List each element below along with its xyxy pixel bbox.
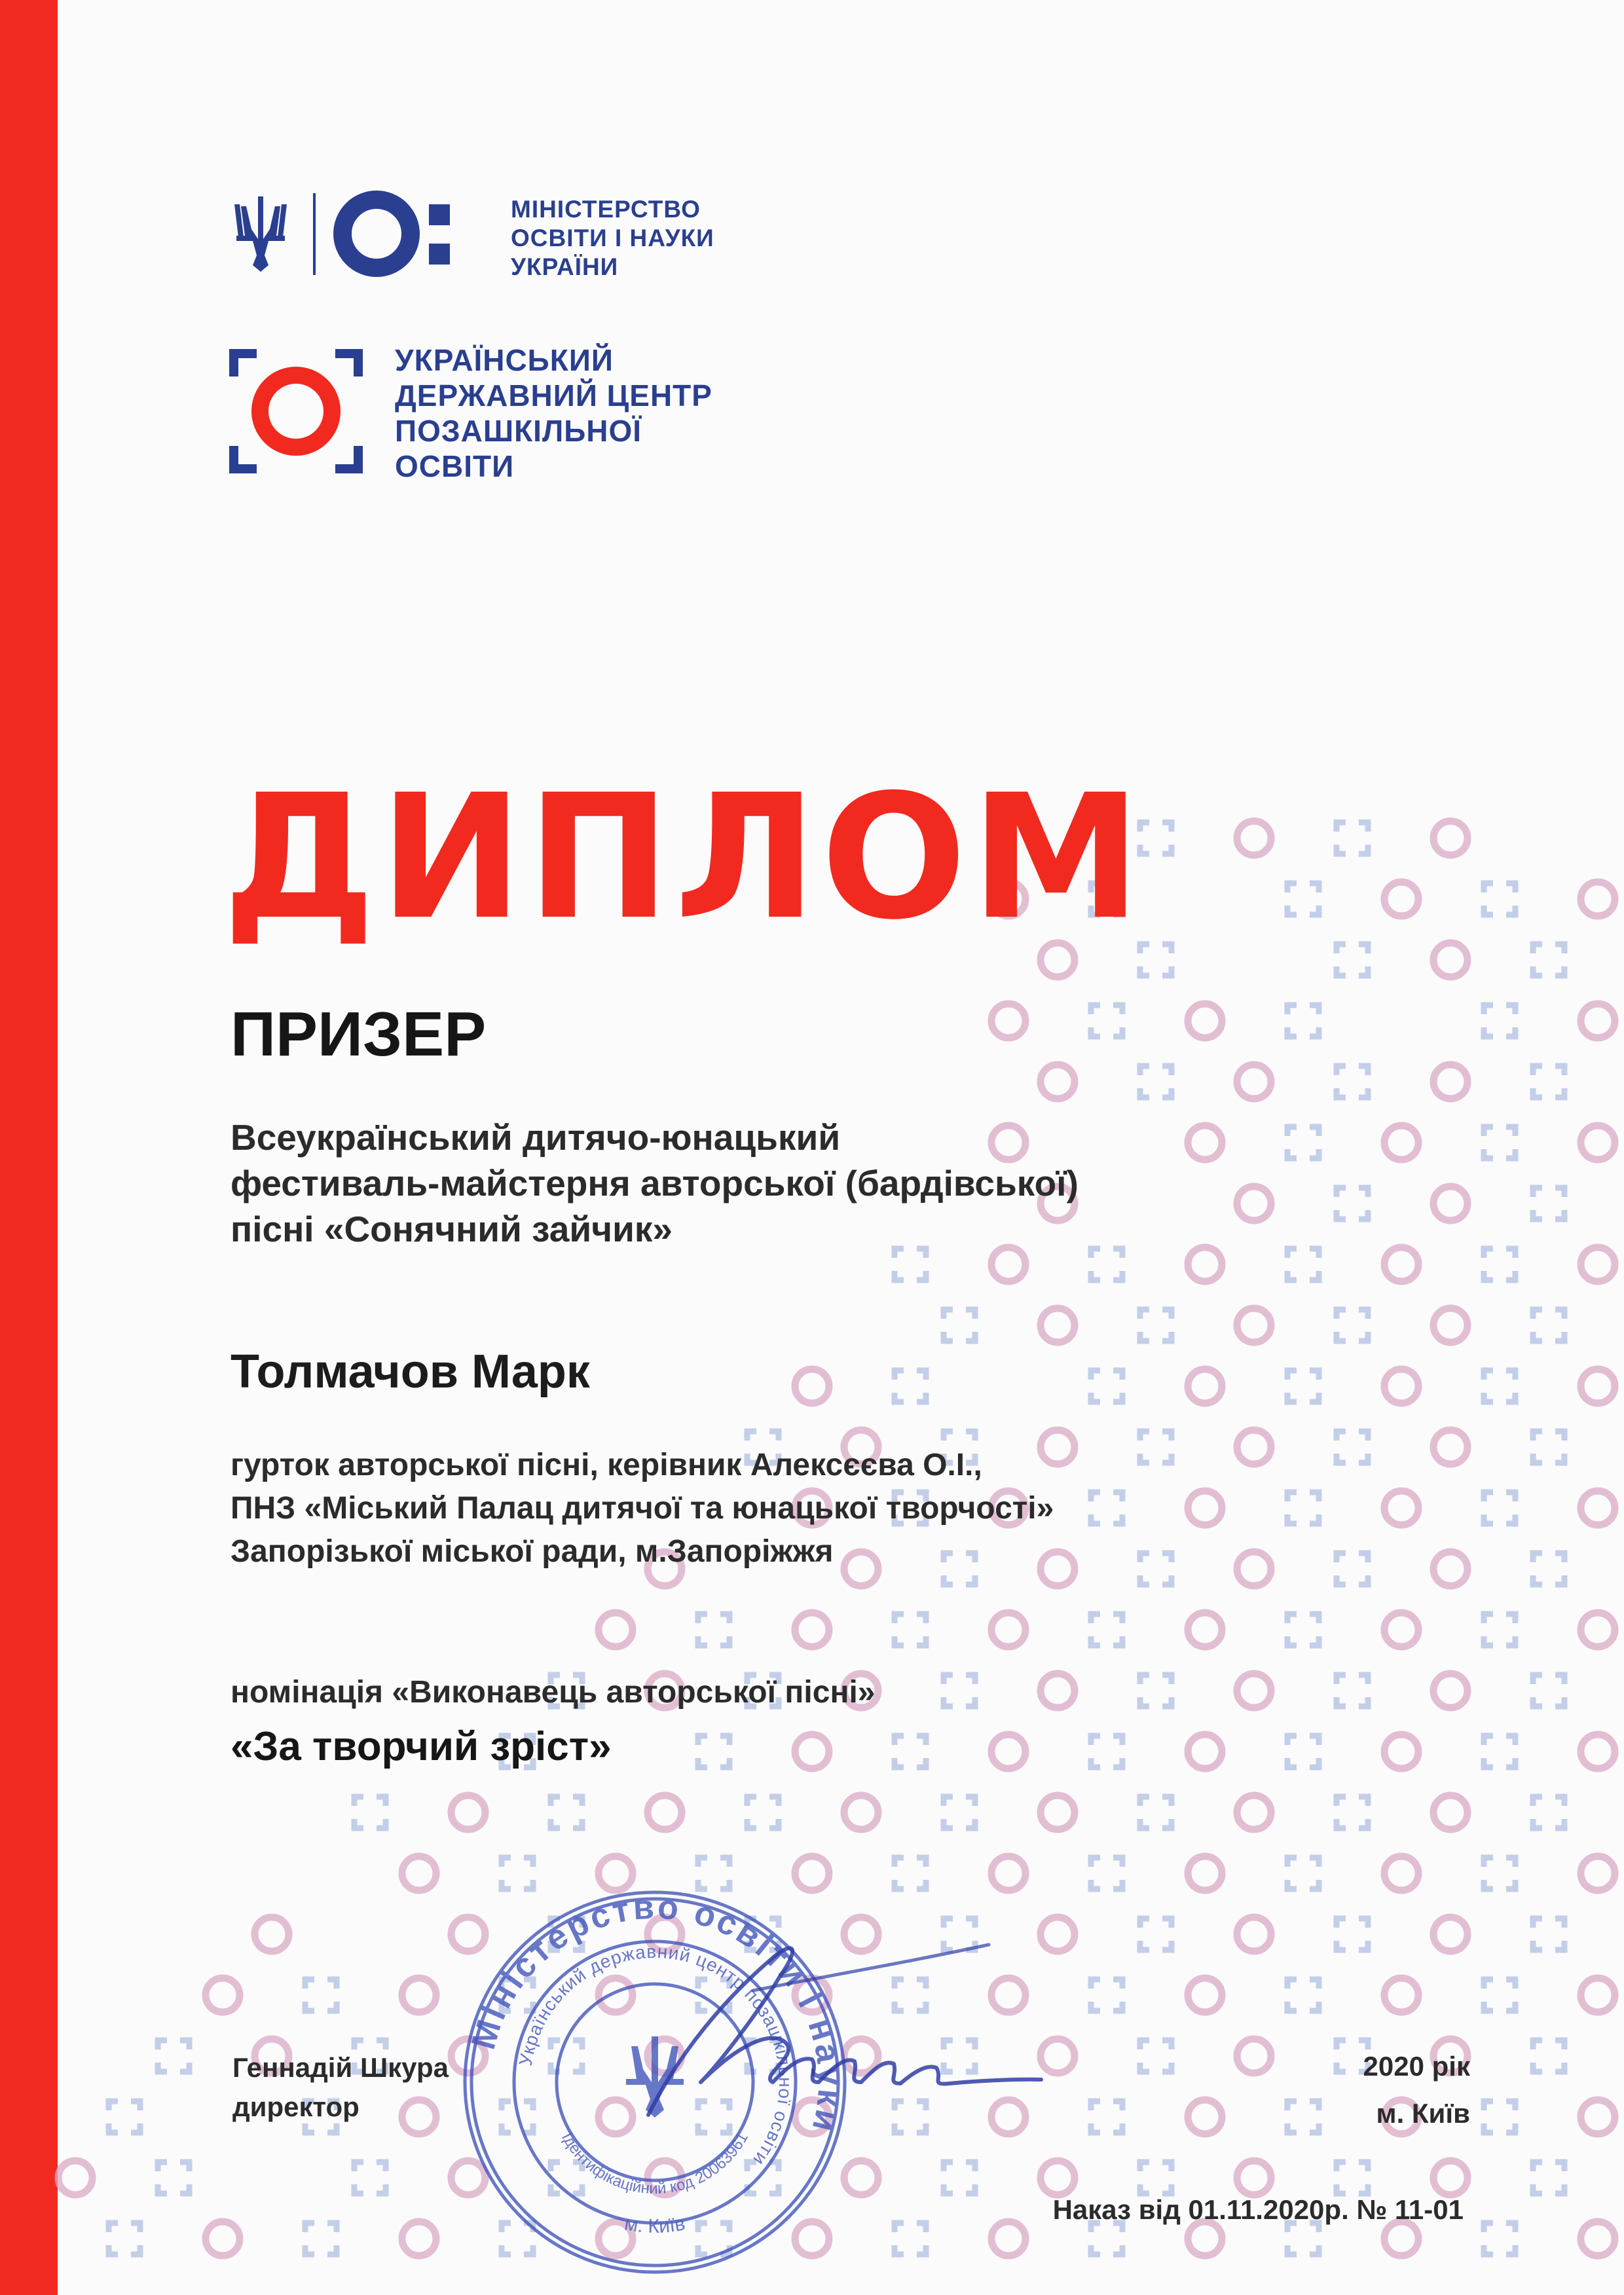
issue-year: 2020 рік <box>1363 2051 1470 2082</box>
ministry-name-line: МІНІСТЕРСТВО <box>511 196 701 223</box>
ministry-name-line: ОСВІТИ І НАУКИ <box>511 225 714 251</box>
festival-line: пісні «Сонячний зайчик» <box>231 1209 673 1249</box>
festival-line: фестиваль-майстерня авторської (бардівської) <box>231 1163 1079 1203</box>
centre-name-line: ДЕРЖАВНИЙ ЦЕНТР <box>395 378 712 413</box>
stamp-code-text: Ідентифікаційний код 20063961 <box>558 2129 752 2198</box>
centre-name-line: ПОЗАШКІЛЬНОЇ <box>395 414 642 448</box>
centre-name <box>395 342 712 484</box>
centre-name-line: ОСВІТИ <box>395 449 515 483</box>
signer-name: Геннадій Шкура <box>232 2052 449 2083</box>
ministry-name-line: УКРАЇНИ <box>511 253 619 280</box>
stamp-outer-text: Міністерство освіти і науки <box>464 1888 849 2138</box>
issue-city: м. Київ <box>1376 2098 1470 2129</box>
centre-logo <box>226 344 750 488</box>
director-signature <box>622 1919 1048 2135</box>
ministry-name <box>511 195 714 282</box>
award-title: «За творчий зріст» <box>231 1724 612 1769</box>
ministry-emblem-icon <box>229 190 511 282</box>
signer-block <box>232 2048 449 2127</box>
order-reference: Наказ від 01.11.2020р. № 11-01 <box>1052 2194 1464 2225</box>
stamp-inner-text: Український державний центр позашкільної освіти <box>515 1941 796 2170</box>
nomination: номінація «Виконавець авторської пісні» <box>231 1675 876 1710</box>
festival-name <box>231 1114 1079 1252</box>
festival-line: Всеукраїнський дитячо-юнацький <box>231 1117 841 1158</box>
stamp-city-text: м. Київ <box>623 2212 687 2237</box>
trident-icon <box>234 196 287 272</box>
svg-text:м. Київ <box>623 2212 687 2237</box>
diploma-title: ДИПЛОМ <box>223 758 1145 957</box>
details-line: гурток авторської пісні, керівник Алексєєва О.І., <box>231 1448 982 1482</box>
recipient-name: Толмачов Марк <box>231 1346 590 1398</box>
bracket-circle-icon <box>226 344 370 481</box>
centre-name-line: УКРАЇНСЬКИЙ <box>395 343 614 377</box>
details-line: Запорізької міської ради, м.Запоріжжя <box>231 1534 834 1569</box>
recipient-details <box>231 1444 1054 1573</box>
signer-position: директор <box>232 2091 360 2122</box>
svg-text:Ідентифікаційний код 20063961 <box>558 2129 752 2197</box>
prize-label: ПРИЗЕР <box>231 999 487 1069</box>
place-date-block <box>1363 2043 1470 2137</box>
ministry-logo <box>229 190 753 282</box>
details-line: ПНЗ «Міський Палац дитячої та юнацької творчості» <box>231 1491 1054 1526</box>
